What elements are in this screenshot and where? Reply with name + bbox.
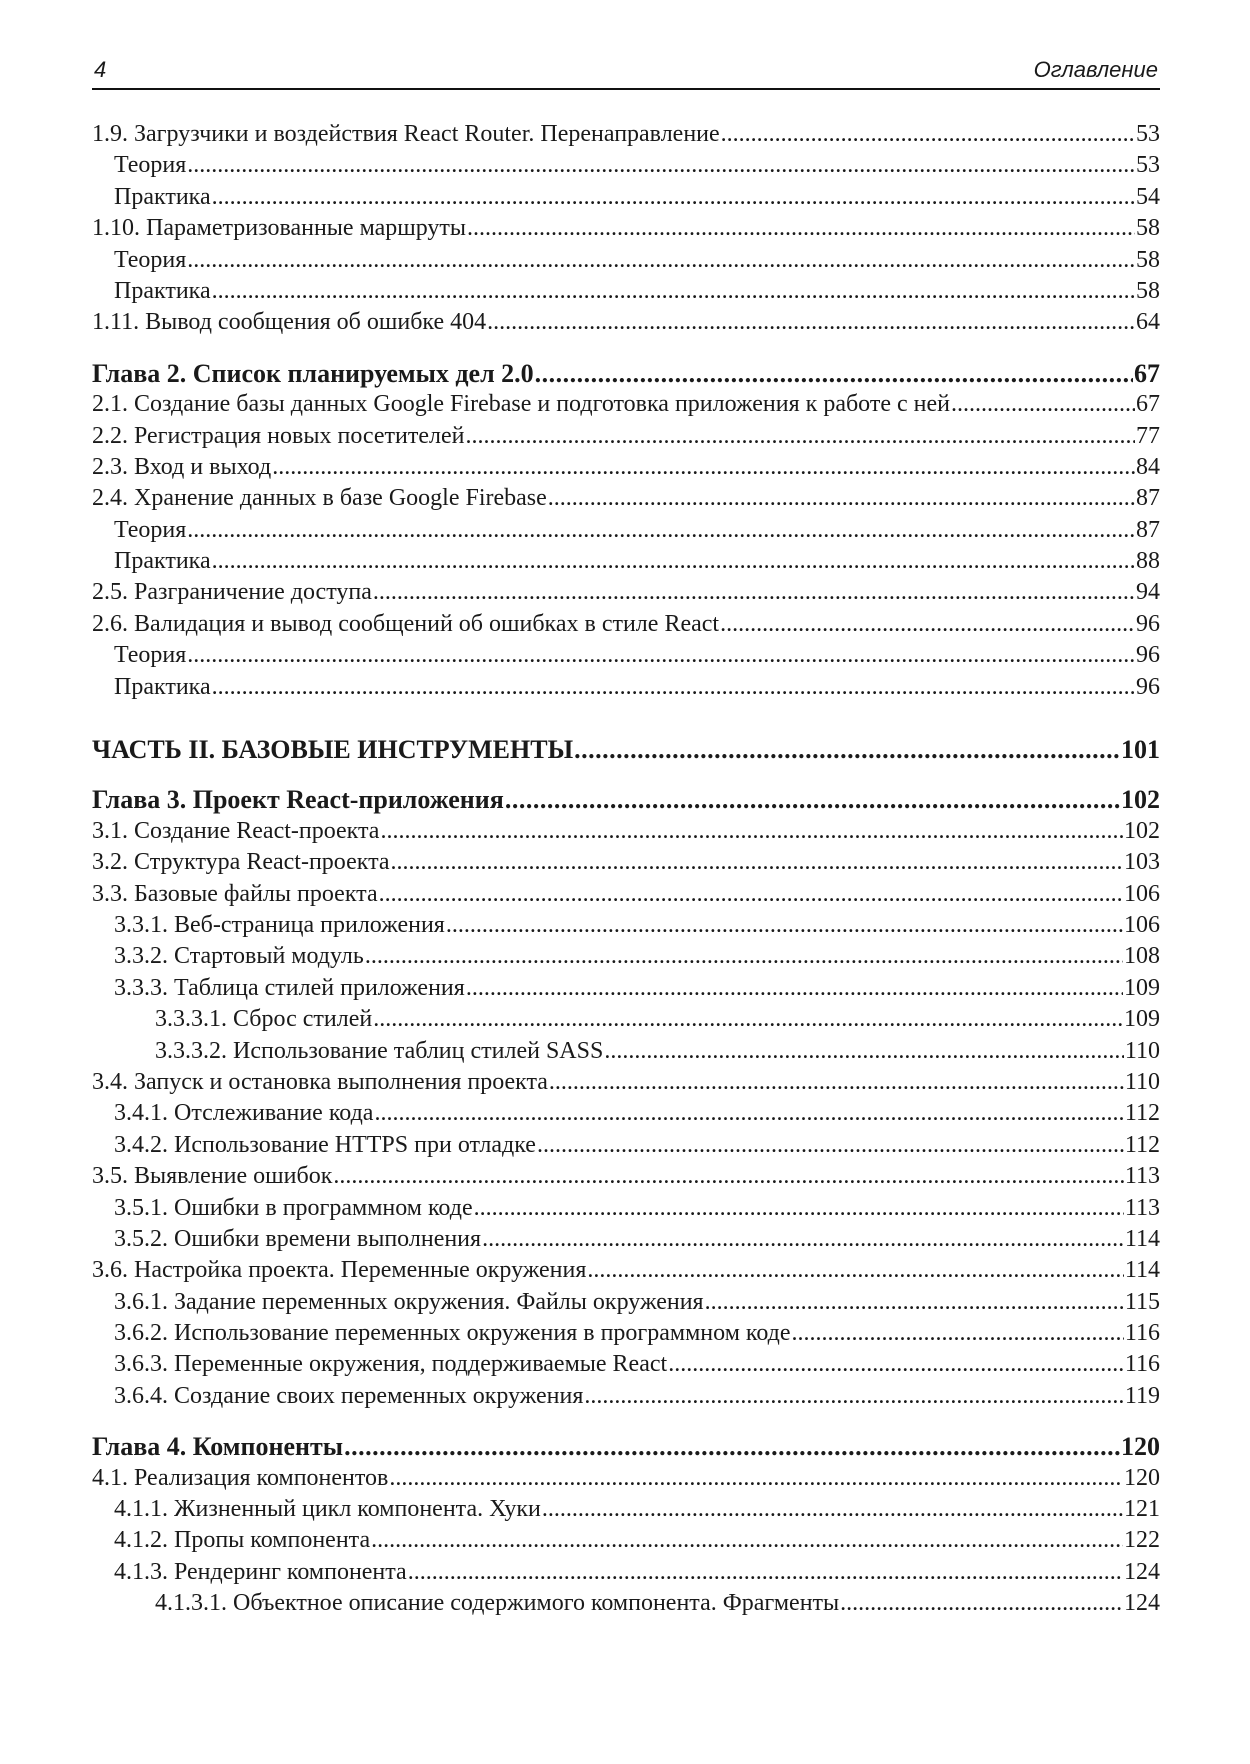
toc-entry: [92, 1224, 1160, 1255]
toc-entry-title: Теория: [114, 516, 187, 543]
toc-entry-page: 119: [1124, 1382, 1160, 1409]
toc-entry-page: 53: [1136, 152, 1160, 179]
toc-entry-title: ЧАСТЬ II. БАЗОВЫЕ ИНСТРУМЕНТЫ: [92, 735, 574, 765]
toc-entry-title: 2.3. Вход и выход: [92, 453, 272, 480]
dot-leader: [380, 816, 1123, 847]
toc-entry: [92, 1349, 1160, 1380]
toc-entry: [92, 515, 1160, 546]
toc-entry-title: 4.1. Реализация компонентов: [92, 1464, 389, 1491]
toc-entry-page: 121: [1124, 1496, 1160, 1523]
toc-entry-page: 77: [1136, 422, 1160, 449]
toc-entry-title: 3.6.3. Переменные окружения, поддерживаемые React: [114, 1351, 668, 1378]
toc-entry: [92, 276, 1160, 307]
chapter-entry: [92, 358, 1160, 389]
toc-entry: [92, 389, 1160, 420]
toc-entry-title: 3.4.2. Использование HTTPS при отладке: [114, 1131, 536, 1158]
toc-entry-title: 3.3.2. Стартовый модуль: [114, 943, 364, 970]
toc-entry: [92, 1588, 1160, 1619]
toc-entry-page: 53: [1136, 121, 1160, 147]
toc-entry-title: 3.6.1. Задание переменных окружения. Файлы окружения: [114, 1288, 704, 1315]
toc-entry-title: 3.4. Запуск и остановка выполнения проекта: [92, 1068, 548, 1095]
toc-entry-page: 120: [1124, 1464, 1160, 1491]
dot-leader: [187, 515, 1135, 546]
toc-entry: [92, 1130, 1160, 1161]
toc-entry-page: 101: [1121, 735, 1160, 765]
toc-entry-page: 58: [1136, 215, 1160, 242]
toc-entry-page: 96: [1136, 673, 1160, 700]
dot-leader: [668, 1349, 1124, 1380]
toc-entry-page: 115: [1124, 1288, 1160, 1315]
toc-entry: [92, 816, 1160, 847]
dot-leader: [371, 1525, 1123, 1556]
toc-entry-page: 120: [1121, 1432, 1160, 1462]
dot-leader: [212, 672, 1135, 703]
dot-leader: [446, 910, 1123, 941]
toc-entry-page: 84: [1136, 453, 1160, 480]
toc-entry-page: 116: [1124, 1320, 1160, 1347]
toc-entry: [92, 941, 1160, 972]
toc-entry: [92, 672, 1160, 703]
toc-entry-title: 3.5.1. Ошибки в программном коде: [114, 1194, 473, 1221]
toc-entry-title: Глава 4. Компоненты: [92, 1432, 344, 1462]
toc-entry-page: 112: [1124, 1100, 1160, 1127]
toc-entry: [92, 1161, 1160, 1192]
toc-entry: [92, 421, 1160, 452]
toc-entry-title: 1.10. Параметризованные маршруты: [92, 215, 467, 242]
toc-entry-page: 106: [1124, 911, 1160, 938]
chapter-entry: [92, 784, 1160, 815]
dot-leader: [379, 879, 1123, 910]
toc-entry: [92, 640, 1160, 671]
toc-entry-title: 2.6. Валидация и вывод сообщений об ошибках в стиле React: [92, 610, 720, 637]
dot-leader: [187, 245, 1135, 276]
toc-entry: [92, 546, 1160, 577]
toc-entry: [92, 182, 1160, 213]
toc-entry-title: 1.9. Загрузчики и воздействия React Router. Перенаправление: [92, 121, 720, 147]
toc-entry-page: 58: [1136, 277, 1160, 304]
dot-leader: [604, 1036, 1124, 1067]
dot-leader: [535, 358, 1133, 389]
dot-leader: [374, 1098, 1123, 1129]
toc-entry-page: 110: [1124, 1037, 1160, 1064]
toc-entry-title: 2.1. Создание базы данных Google Firebase и подготовка приложения к работе с ней: [92, 391, 950, 418]
dot-leader: [467, 213, 1135, 244]
dot-leader: [792, 1318, 1124, 1349]
page-header: [92, 52, 1160, 90]
toc-entry-page: 102: [1124, 817, 1160, 844]
dot-leader: [537, 1130, 1124, 1161]
toc-entry-title: 3.1. Создание React-проекта: [92, 817, 380, 844]
toc-entry-page: 67: [1134, 358, 1160, 388]
toc-entry: [92, 245, 1160, 276]
toc-entry-title: Теория: [114, 642, 187, 669]
page-number: 4: [94, 57, 107, 82]
dot-leader: [389, 1463, 1123, 1494]
dot-leader: [212, 276, 1135, 307]
toc-entry: [92, 213, 1160, 244]
toc-entry-title: 2.2. Регистрация новых посетителей: [92, 422, 465, 449]
toc-entry-title: 2.5. Разграничение доступа: [92, 579, 372, 606]
dot-leader: [272, 452, 1135, 483]
dot-leader: [466, 973, 1123, 1004]
toc-entry: [92, 1255, 1160, 1286]
toc-entry: [92, 1557, 1160, 1588]
toc-entry-title: 3.3. Базовые файлы проекта: [92, 880, 378, 907]
dot-leader: [465, 421, 1135, 452]
toc-entry-page: 112: [1124, 1131, 1160, 1158]
toc-entry-page: 87: [1136, 516, 1160, 543]
dot-leader: [212, 546, 1135, 577]
dot-leader: [373, 577, 1135, 608]
dot-leader: [187, 150, 1135, 181]
dot-leader: [587, 1255, 1124, 1286]
dot-leader: [721, 119, 1135, 150]
toc-entry-page: 122: [1124, 1527, 1160, 1554]
dot-leader: [951, 389, 1135, 420]
toc-entry-title: 4.1.3. Рендеринг компонента: [114, 1558, 407, 1585]
toc-entry-page: 113: [1124, 1194, 1160, 1221]
dot-leader: [542, 1494, 1123, 1525]
dot-leader: [474, 1193, 1124, 1224]
dot-leader: [187, 640, 1135, 671]
toc-entry-page: 124: [1124, 1590, 1160, 1617]
toc-entry-page: 64: [1136, 309, 1160, 336]
toc-entry: [92, 1098, 1160, 1129]
toc-entry-title: Теория: [114, 152, 187, 179]
toc-entry-title: Глава 2. Список планируемых дел 2.0: [92, 358, 534, 388]
toc-entry-page: 113: [1124, 1163, 1160, 1190]
toc-entry-page: 54: [1136, 183, 1160, 210]
toc-entry: [92, 1036, 1160, 1067]
toc-entry-page: 94: [1136, 579, 1160, 606]
toc-entry: [92, 847, 1160, 878]
toc-entry-page: 103: [1124, 849, 1160, 876]
toc-entry: [92, 1287, 1160, 1318]
toc-entry: [92, 1463, 1160, 1494]
toc-entry-page: 87: [1136, 485, 1160, 512]
toc-entry-page: 110: [1124, 1068, 1160, 1095]
toc-entry-page: 109: [1124, 1006, 1160, 1033]
dot-leader: [549, 1067, 1124, 1098]
toc-entry: [92, 307, 1160, 338]
dot-leader: [584, 1381, 1123, 1412]
toc-entry-title: 4.1.3.1. Объектное описание содержимого компонента. Фрагменты: [155, 1590, 840, 1617]
toc-entry-title: 3.5.2. Ошибки времени выполнения: [114, 1225, 482, 1252]
toc-entry-title: 3.6.4. Создание своих переменных окружения: [114, 1382, 584, 1409]
toc-entry-title: 3.3.3.1. Сброс стилей: [155, 1006, 373, 1033]
toc-entry-title: 3.3.1. Веб-страница приложения: [114, 911, 445, 938]
toc-entry-title: 3.6.2. Использование переменных окружения в программном коде: [114, 1320, 791, 1347]
chapter-entry: [92, 1431, 1160, 1462]
toc-entry-title: 3.2. Структура React-проекта: [92, 849, 390, 876]
toc-entry-page: 114: [1124, 1225, 1160, 1252]
toc-entry-title: Практика: [114, 277, 211, 304]
toc-entry: [92, 609, 1160, 640]
toc-entry-title: 1.11. Вывод сообщения об ошибке 404: [92, 309, 487, 336]
toc-entry-title: 2.4. Хранение данных в базе Google Firebase: [92, 485, 547, 512]
toc-entry-page: 96: [1136, 642, 1160, 669]
dot-leader: [574, 734, 1120, 765]
dot-leader: [487, 307, 1135, 338]
toc-entry: [92, 973, 1160, 1004]
toc-entry: [92, 150, 1160, 181]
toc-entry-page: 109: [1124, 974, 1160, 1001]
toc-entry: [92, 1318, 1160, 1349]
toc-entry-page: 102: [1121, 785, 1160, 815]
toc-entry-title: 3.5. Выявление ошибок: [92, 1163, 333, 1190]
toc-entry-page: 124: [1124, 1558, 1160, 1585]
toc-entry: [92, 577, 1160, 608]
dot-leader: [482, 1224, 1124, 1255]
toc-entry-page: 114: [1124, 1257, 1160, 1284]
toc-entry: [92, 1067, 1160, 1098]
part-entry: [92, 734, 1160, 765]
toc-entry-title: Глава 3. Проект React-приложения: [92, 785, 504, 815]
toc-entry-title: 3.4.1. Отслеживание кода: [114, 1100, 374, 1127]
toc-entry-title: 3.6. Настройка проекта. Переменные окружения: [92, 1257, 587, 1284]
running-title: Оглавление: [1033, 57, 1158, 82]
dot-leader: [212, 182, 1135, 213]
toc-entry: [92, 1004, 1160, 1035]
dot-leader: [391, 847, 1123, 878]
toc-entry-title: Практика: [114, 548, 211, 575]
toc-entry-title: 3.3.3. Таблица стилей приложения: [114, 974, 465, 1001]
toc-entry-title: Теория: [114, 246, 187, 273]
dot-leader: [840, 1588, 1123, 1619]
toc-entry: [92, 452, 1160, 483]
dot-leader: [373, 1004, 1123, 1035]
toc-entry-title: 4.1.2. Пропы компонента: [114, 1527, 371, 1554]
dot-leader: [333, 1161, 1124, 1192]
toc-entry-page: 67: [1136, 391, 1160, 418]
dot-leader: [344, 1431, 1120, 1462]
toc-entry: [92, 1381, 1160, 1412]
toc-entry-page: 116: [1124, 1351, 1160, 1378]
dot-leader: [505, 784, 1120, 815]
toc-entry: [92, 1525, 1160, 1556]
toc-entry-title: 3.3.3.2. Использование таблиц стилей SASS: [155, 1037, 604, 1064]
dot-leader: [548, 483, 1135, 514]
toc-entry: [92, 1494, 1160, 1525]
toc-entry: [92, 1193, 1160, 1224]
toc-entry-title: 4.1.1. Жизненный цикл компонента. Хуки: [114, 1496, 541, 1523]
toc-entry-page: 108: [1124, 943, 1160, 970]
toc-entry-page: 88: [1136, 548, 1160, 575]
dot-leader: [720, 609, 1135, 640]
table-of-contents: [92, 119, 1160, 1620]
toc-entry: [92, 483, 1160, 514]
toc-entry: [92, 910, 1160, 941]
toc-entry-page: 96: [1136, 610, 1160, 637]
toc-entry: [92, 879, 1160, 910]
dot-leader: [365, 941, 1123, 972]
toc-entry: [92, 119, 1160, 150]
dot-leader: [705, 1287, 1124, 1318]
dot-leader: [408, 1557, 1123, 1588]
toc-entry-page: 106: [1124, 880, 1160, 907]
toc-entry-title: Практика: [114, 183, 211, 210]
toc-entry-title: Практика: [114, 673, 211, 700]
toc-entry-page: 58: [1136, 246, 1160, 273]
